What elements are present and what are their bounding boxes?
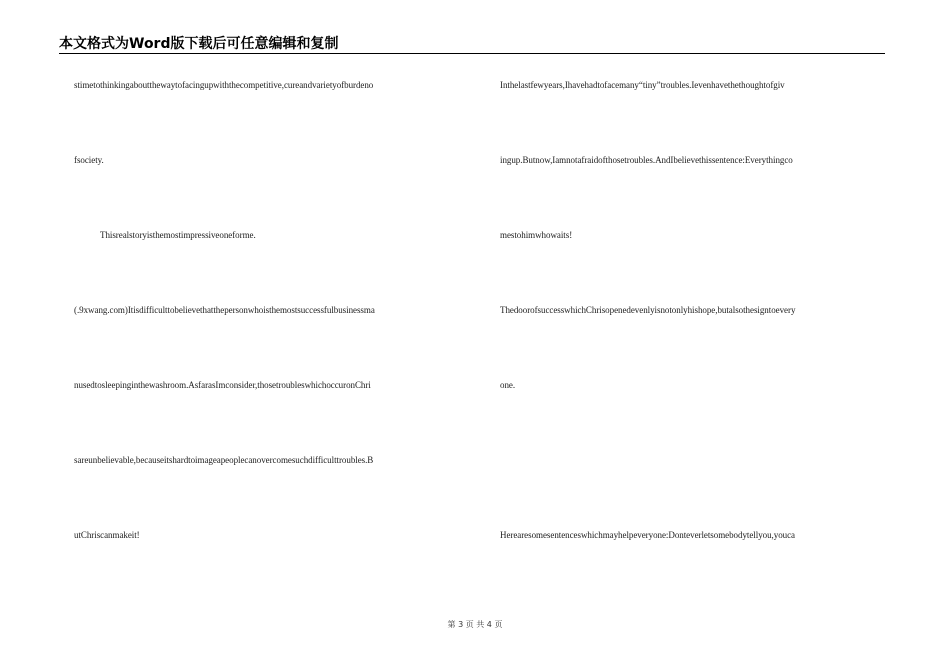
paragraph-line: ingup.Butnow,Iamnotafraidofthosetroubles.AndIbelievethissentence:Everythingco	[500, 155, 793, 165]
header-rule	[59, 53, 885, 54]
paragraph-line: fsociety.	[74, 155, 104, 165]
paragraph-line: sareunbelievable,becauseitshardtoimageapeoplecanovercomesuchdifficulttroubles.B	[74, 455, 374, 465]
paragraph-line: ThedoorofsuccesswhichChrisopenedevenlyisnotonlyhishope,butalsothesigntoevery	[500, 305, 796, 315]
paragraph-line: mestohimwhowaits!	[500, 230, 573, 240]
paragraph-line: Thisrealstoryisthemostimpressiveoneforme.	[100, 230, 256, 240]
page-header-title: 本文格式为Word版下载后可任意编辑和复制	[59, 36, 339, 52]
paragraph-line: Inthelastfewyears,Ihavehadtofacemany“tiny”troubles.Ievenhavethethoughtofgiv	[500, 80, 785, 90]
page-footer: 第 3 页 共 4 页	[447, 620, 503, 629]
paragraph-line: one.	[500, 380, 516, 390]
paragraph-line: Herearesomesentenceswhichmayhelpeveryone:Donteverletsomebodytellyou,youca	[500, 530, 795, 540]
paragraph-line: nusedtosleepinginthewashroom.AsfarasImconsider,thosetroubleswhichoccuronChri	[74, 380, 371, 390]
paragraph-line: (.9xwang.com)Itisdifficulttobelievethatthepersonwhoisthemostsuccessfulbusinessma	[74, 305, 375, 315]
paragraph-line: utChriscanmakeit!	[74, 530, 140, 540]
paragraph-line: stimetothinkingaboutthewaytofacingupwiththecompetitive,cureandvarietyofburdeno	[74, 80, 374, 90]
